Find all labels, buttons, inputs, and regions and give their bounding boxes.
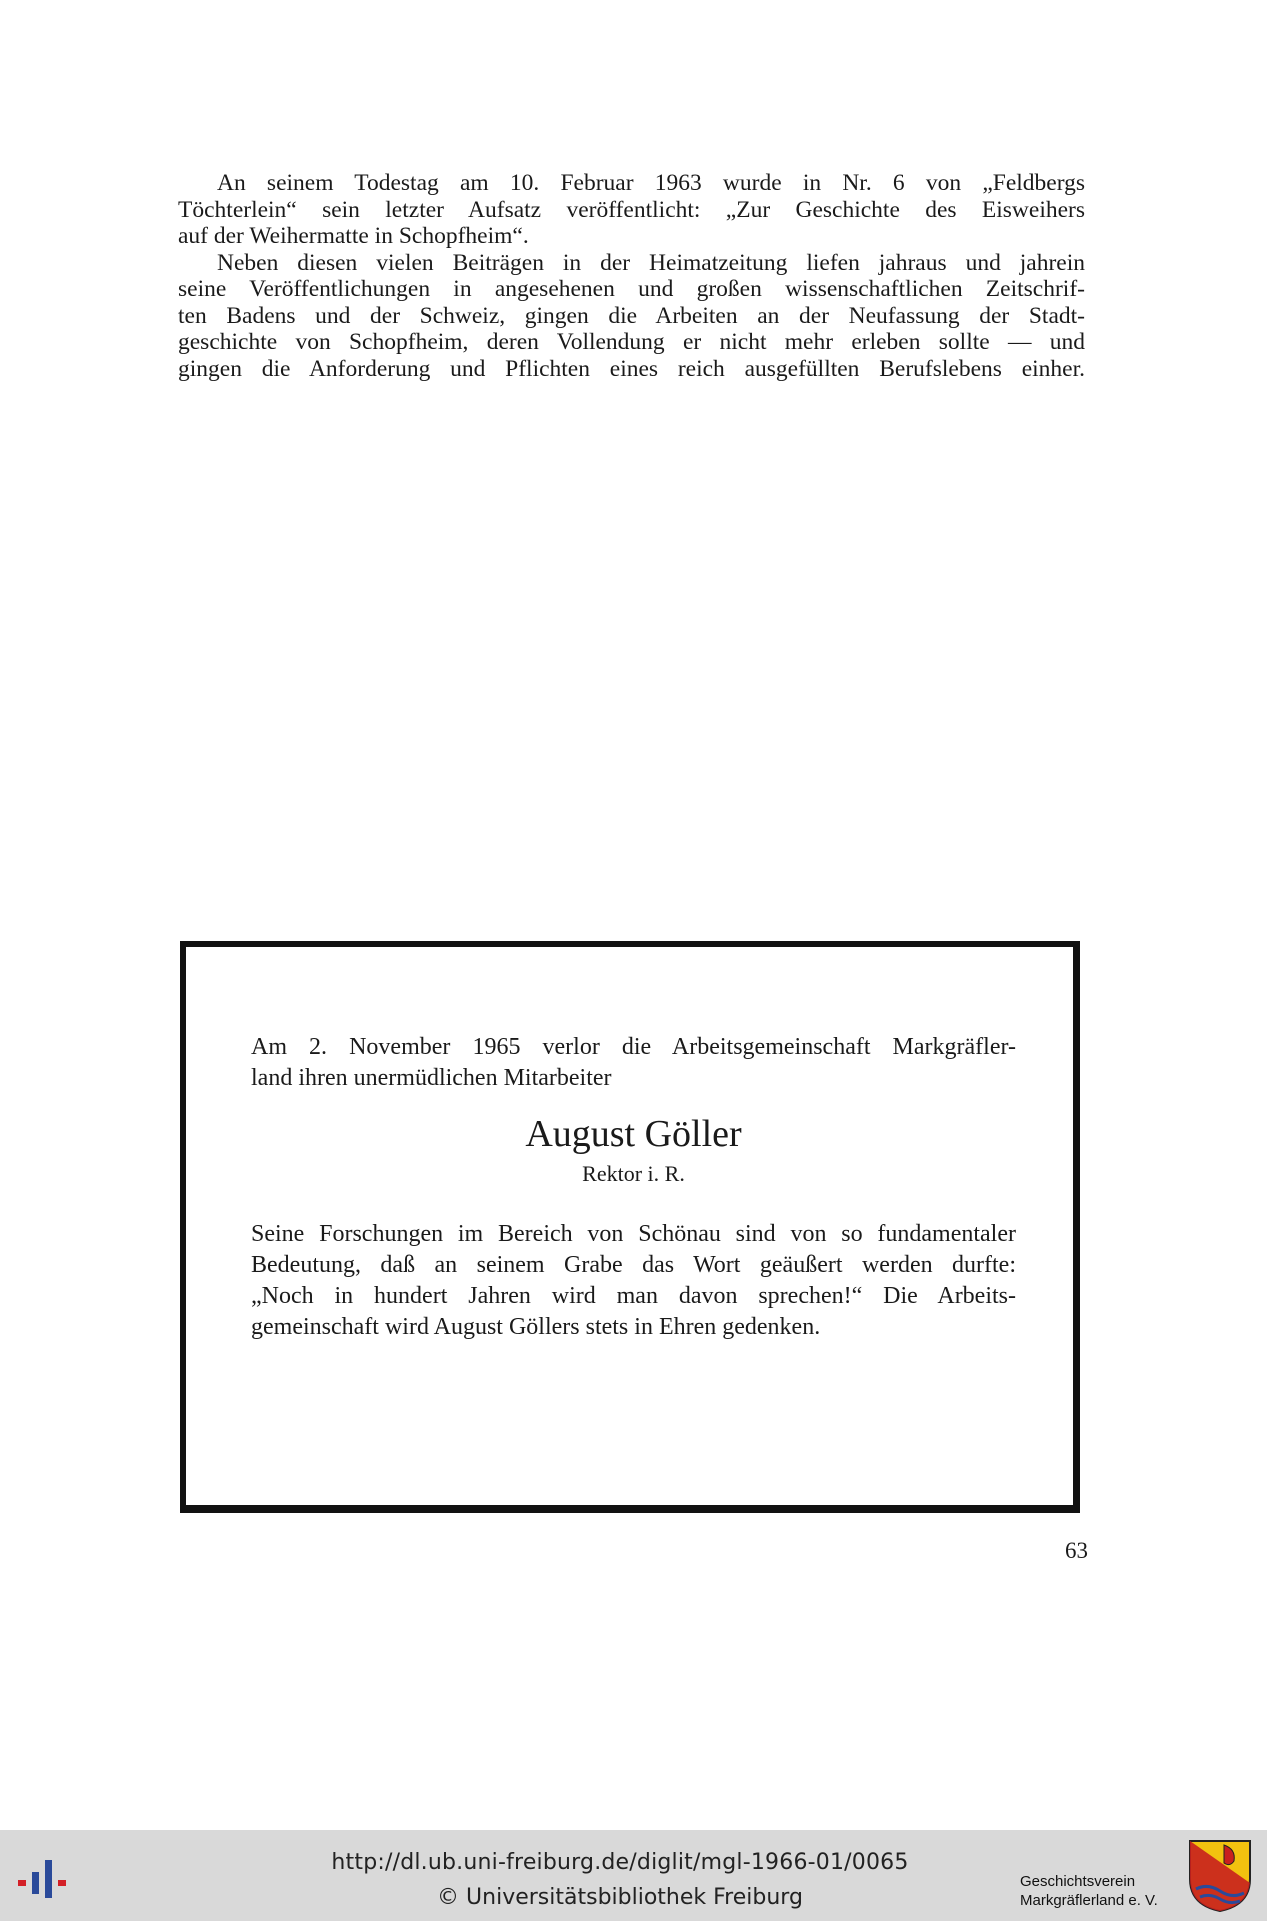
memorial-closing [251,1219,1016,1343]
society-name [1020,1872,1180,1910]
text-line: seine Veröffentlichungen in angesehenen und großen wissenschaftlichen Zeitschrif- [178,276,1085,302]
page-number: 63 [1065,1538,1088,1563]
text-line: ten Badens und der Schweiz, gingen die Arbeiten an der Neufassung der Stadt- [178,302,1085,329]
text-line: Bedeutung, daß an seinem Grabe das Wort geäußert werden durfte: [251,1252,1016,1278]
footer-bar [0,1830,1267,1921]
copyright-text: © Universitätsbibliothek Freiburg [437,1885,803,1910]
text-line: Töchterlein“ sein letzter Aufsatz veröffentlicht: „Zur Geschichte des Eisweihers [178,196,1085,223]
text-line: geschichte von Schopfheim, deren Vollendung er nicht mehr erleben sollte — und [178,329,1085,355]
text-line: „Noch in hundert Jahren wird man davon sprechen!“ Die Arbeits- [251,1283,1016,1309]
memorial-intro [251,1032,1016,1094]
society-line-2: Markgräflerland e. V. [1020,1892,1158,1909]
ub-freiburg-logo-icon[interactable] [14,1842,84,1910]
text-line: auf der Weihermatte in Schopfheim“. [178,223,529,249]
coat-of-arms-icon[interactable] [1188,1839,1252,1913]
text-line: Am 2. November 1965 verlor die Arbeitsgemeinschaft Markgräfler- [251,1034,1016,1060]
article-text [178,170,1085,382]
text-line: An seinem Todestag am 10. Februar 1963 wurde in Nr. 6 von „Feldbergs [217,170,1085,196]
paragraph-1 [178,170,1085,250]
paragraph-2 [178,250,1085,383]
memorial-rank: Rektor i. R. [582,1161,685,1186]
society-line-1: Geschichtsverein [1020,1873,1136,1890]
memorial-content [251,1032,1016,1343]
text-line: gemeinschaft wird August Göllers stets in Ehren gedenken. [251,1314,821,1340]
text-line: Seine Forschungen im Bereich von Schönau sind von so fundamentaler [251,1221,1016,1247]
permalink-url[interactable]: http://dl.ub.uni-freiburg.de/diglit/mgl-1966-01/0065 [331,1850,909,1875]
memorial-name: August Göller [525,1113,742,1155]
memorial-notice-box [180,941,1080,1513]
text-line: gingen die Anforderung und Pflichten eines reich ausgefüllten Berufslebens einher. [178,355,1085,382]
text-line: Neben diesen vielen Beiträgen in der Heimatzeitung liefen jahraus und jahrein [217,249,1085,276]
text-line: land ihren unermüdlichen Mitarbeiter [251,1065,612,1091]
